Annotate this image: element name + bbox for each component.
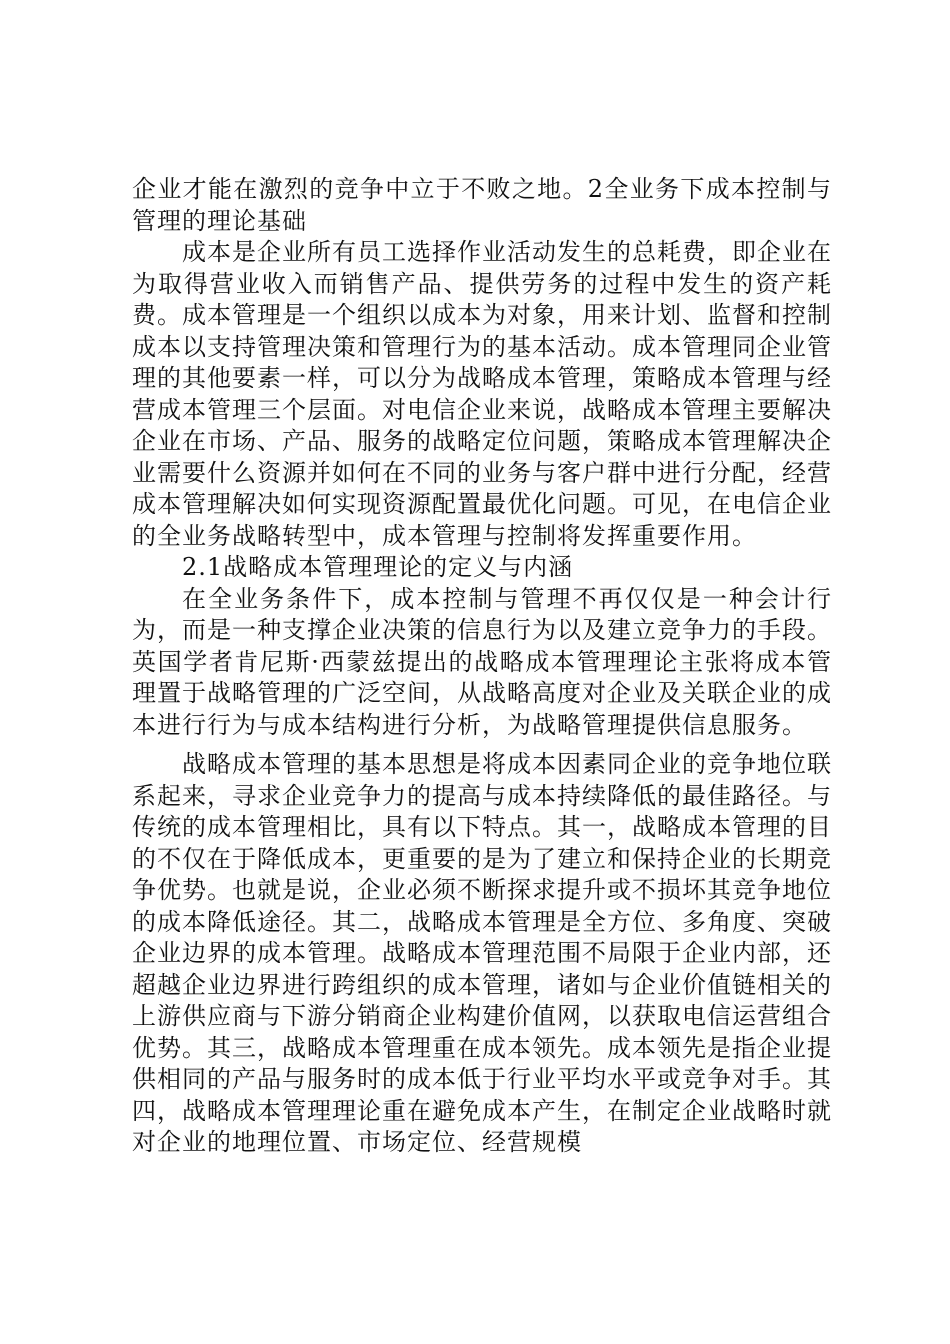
paragraph-intro: 企业才能在激烈的竞争中立于不败之地。2全业务下成本控制与管理的理论基础	[132, 175, 832, 235]
paragraph-strategic-theory: 在全业务条件下，成本控制与管理不再仅仅是一种会计行为，而是一种支撑企业决策的信息行为以及建立竞争力的手段。英国学者肯尼斯·西蒙兹提出的战略成本管理理论主张将成本管理置于战略管理的广泛空间，从战略高度对企业及关联企业的成本进行行为与成本结构进行分析，为战略管理提供信息服务。	[132, 584, 832, 739]
paragraph-strategic-features: 战略成本管理的基本思想是将成本因素同企业的竞争地位联系起来，寻求企业竞争力的提高与成本持续降低的最佳路径。与传统的成本管理相比，具有以下特点。其一，战略成本管理的目的不仅在于降低成本，更重要的是为了建立和保持企业的长期竞争优势。也就是说，企业必须不断探求提升或不损坏其竞争地位的成本降低途径。其二，战略成本管理是全方位、多角度、突破企业边界的成本管理。战略成本管理范围不局限于企业内部，还超越企业边界进行跨组织的成本管理，诸如与企业价值链相关的上游供应商与下游分销商企业构建价值网，以获取电信运营组合优势。其三，战略成本管理重在成本领先。成本领先是指企业提供相同的产品与服务时的成本低于行业平均水平或竞争对手。其四，战略成本管理理论重在避免成本产生，在制定企业战略时就对企业的地理位置、市场定位、经营规模	[132, 750, 832, 1156]
section-heading-2-1: 2.1战略成本管理理论的定义与内涵	[182, 553, 574, 581]
document-body	[132, 174, 832, 1159]
paragraph-cost-definition: 成本是企业所有员工选择作业活动发生的总耗费，即企业在为取得营业收入而销售产品、提供劳务的过程中发生的资产耗费。成本管理是一个组织以成本为对象，用来计划、监督和控制成本以支持管理决策和管理行为的基本活动。成本管理同企业管理的其他要素一样，可以分为战略成本管理，策略成本管理与经营成本管理三个层面。对电信企业来说，战略成本管理主要解决企业在市场、产品、服务的战略定位问题，策略成本管理解决企业需要什么资源并如何在不同的业务与客户群中进行分配，经营成本管理解决如何实现资源配置最优化问题。可见，在电信企业的全业务战略转型中，成本管理与控制将发挥重要作用。	[132, 238, 832, 550]
